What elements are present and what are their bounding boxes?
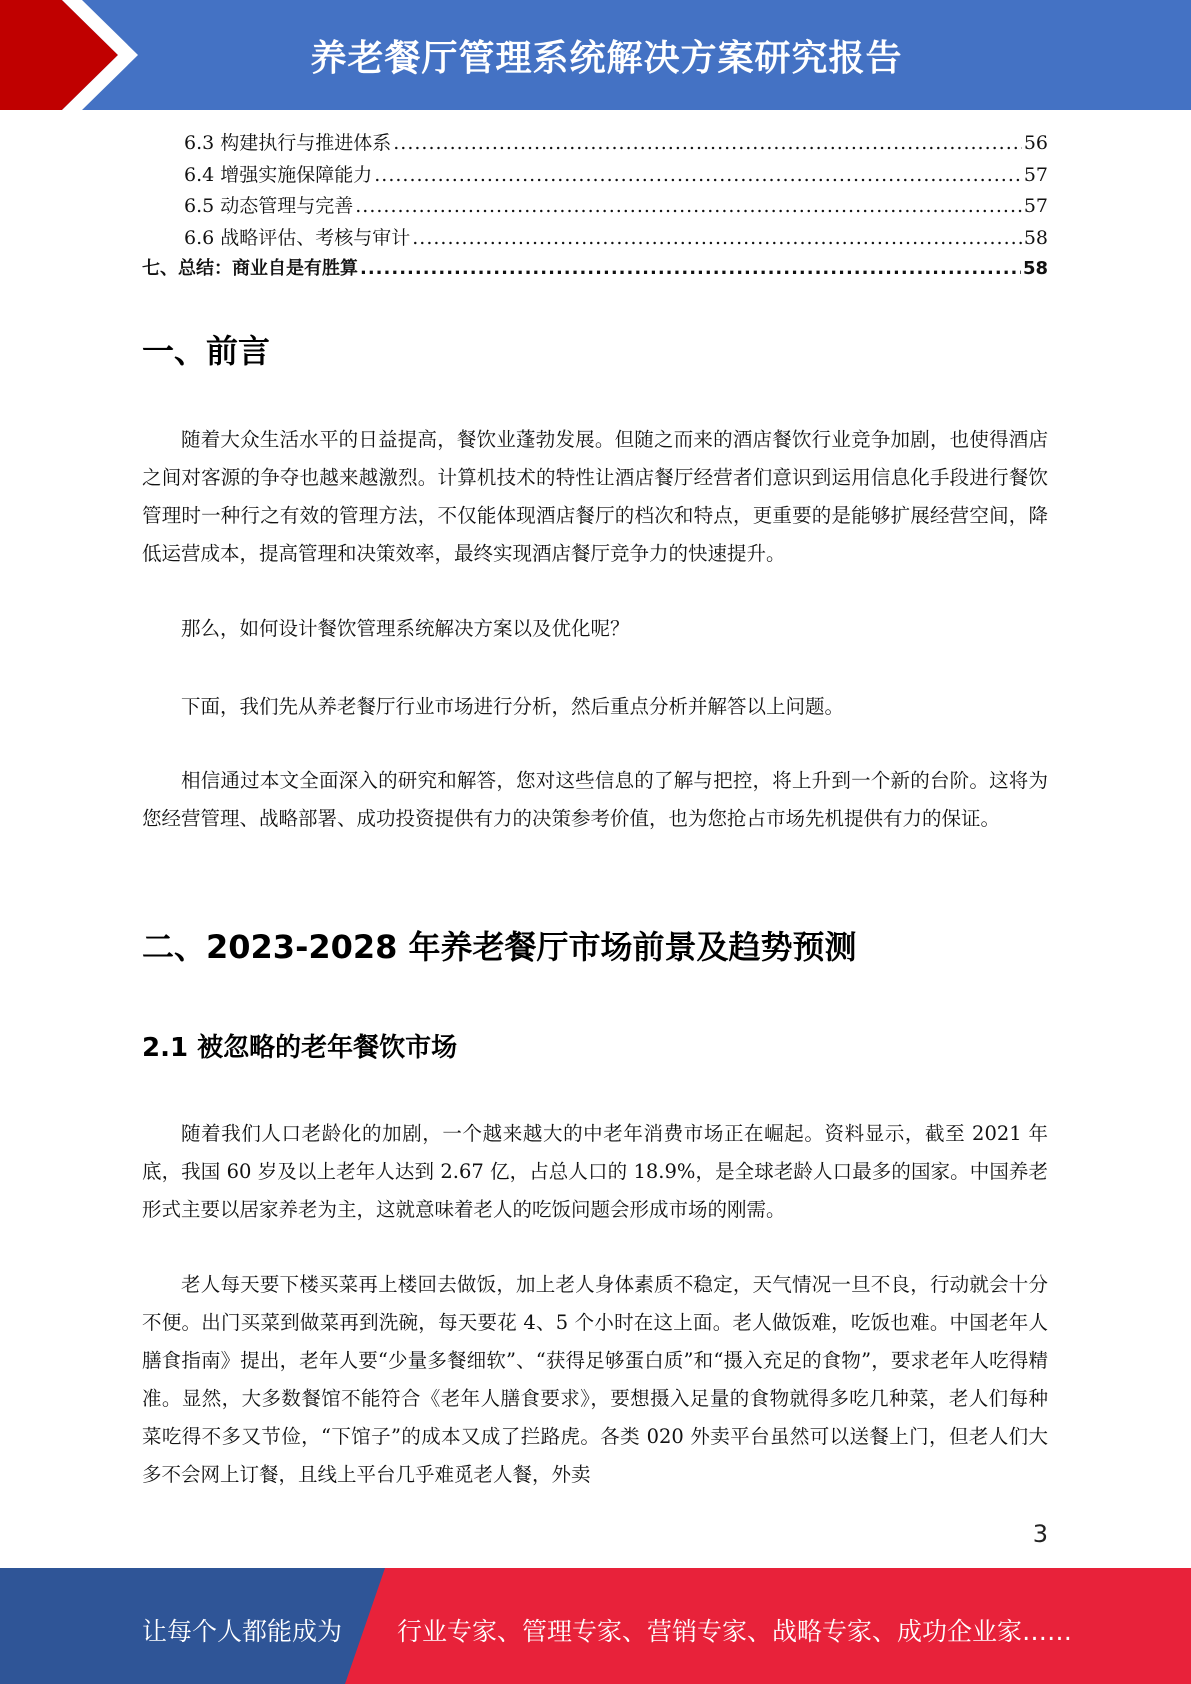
toc-item-page: 58 [1023, 226, 1048, 249]
toc-leader-dots [355, 195, 1022, 217]
toc-item-label: 6.3 构建执行与推进体系 [184, 132, 392, 154]
toc-item[interactable] [142, 254, 1048, 286]
page-header [0, 0, 1191, 110]
paragraph: 那么，如何设计餐饮管理系统解决方案以及优化呢？ [181, 617, 630, 640]
toc-item[interactable] [142, 191, 1048, 223]
subsection-heading: 2.1 被忽略的老年餐饮市场 [142, 1033, 458, 1063]
toc-item-label: 七、总结：商业自是有胜算 [142, 258, 358, 279]
paragraph: 相信通过本文全面深入的研究和解答，您对这些信息的了解与把控，将上升到一个新的台阶。这将为您经营管理、战略部署、成功投资提供有力的决策参考价值，也为您抢占市场先机提供有力的保证。 [142, 769, 1048, 830]
table-of-contents [142, 128, 1048, 286]
toc-item-page: 57 [1023, 195, 1048, 217]
toc-item-label: 6.4 增强实施保障能力 [184, 163, 373, 186]
report-title: 养老餐厅管理系统解决方案研究报告 [310, 38, 903, 79]
toc-item-label: 6.6 战略评估、考核与审计 [184, 226, 411, 249]
toc-item[interactable] [142, 223, 1048, 255]
toc-leader-dots [360, 258, 1021, 279]
toc-item-page: 57 [1023, 163, 1048, 186]
page-number: 3 [1032, 1520, 1048, 1548]
footer-slogan-left: 让每个人都能成为 [142, 1617, 343, 1646]
toc-item-page: 58 [1022, 258, 1048, 279]
toc-item-label: 6.5 动态管理与完善 [184, 195, 354, 217]
paragraph: 随着我们人口老龄化的加剧，一个越来越大的中老年消费市场正在崛起。资料显示，截至 2021 年底，我国 60 岁及以上老年人达到 2.67 亿，占总人口的 18.9%，是全球老龄人口最多的国家。中国养老形式主要以居家养老为主，这就意味着老人的吃饭问题会形成市场的刚需。 [142, 1122, 1048, 1221]
toc-item[interactable] [142, 128, 1048, 160]
toc-leader-dots [393, 132, 1022, 154]
page-footer [0, 1568, 1191, 1684]
toc-leader-dots [412, 227, 1022, 249]
section-heading-market-outlook: 二、2023-2028 年养老餐厅市场前景及趋势预测 [142, 928, 857, 966]
toc-item[interactable] [142, 160, 1048, 192]
paragraph: 下面，我们先从养老餐厅行业市场进行分析，然后重点分析并解答以上问题。 [181, 695, 845, 718]
paragraph: 老人每天要下楼买菜再上楼回去做饭，加上老人身体素质不稳定，天气情况一旦不良，行动就会十分不便。出门买菜到做菜再到洗碗，每天要花 4、5 个小时在这上面。老人做饭难，吃饭也难。中国老年人膳食指南》提出，老年人要“少量多餐细软”、“获得足够蛋白质”和“摄入充足的食物”，要求老年人吃得精准。显然，大多数餐馆不能符合《老年人膳食要求》，要想摄入足量的食物就得多吃几种菜，老人们每种菜吃得不多又节俭，“下馆子”的成本又成了拦路虎。各类 020 外卖平台虽然可以送餐上门，但老人们大多不会网上订餐，且线上平台几乎难觅老人餐，外卖 [142, 1273, 1048, 1486]
toc-item-page: 56 [1023, 132, 1048, 154]
footer-slogan-right: 行业专家、管理专家、营销专家、战略专家、成功企业家…… [397, 1617, 1073, 1646]
paragraph: 随着大众生活水平的日益提高，餐饮业蓬勃发展。但随之而来的酒店餐饮行业竞争加剧，也使得酒店之间对客源的争夺也越来越激烈。计算机技术的特性让酒店餐厅经营者们意识到运用信息化手段进行餐饮管理时一种行之有效的管理方法，不仅能体现酒店餐厅的档次和特点，更重要的是能够扩展经营空间，降低运营成本，提高管理和决策效率，最终实现酒店餐厅竞争力的快速提升。 [142, 428, 1048, 565]
toc-leader-dots [374, 164, 1022, 186]
section-heading-preface: 一、前言 [142, 332, 271, 370]
